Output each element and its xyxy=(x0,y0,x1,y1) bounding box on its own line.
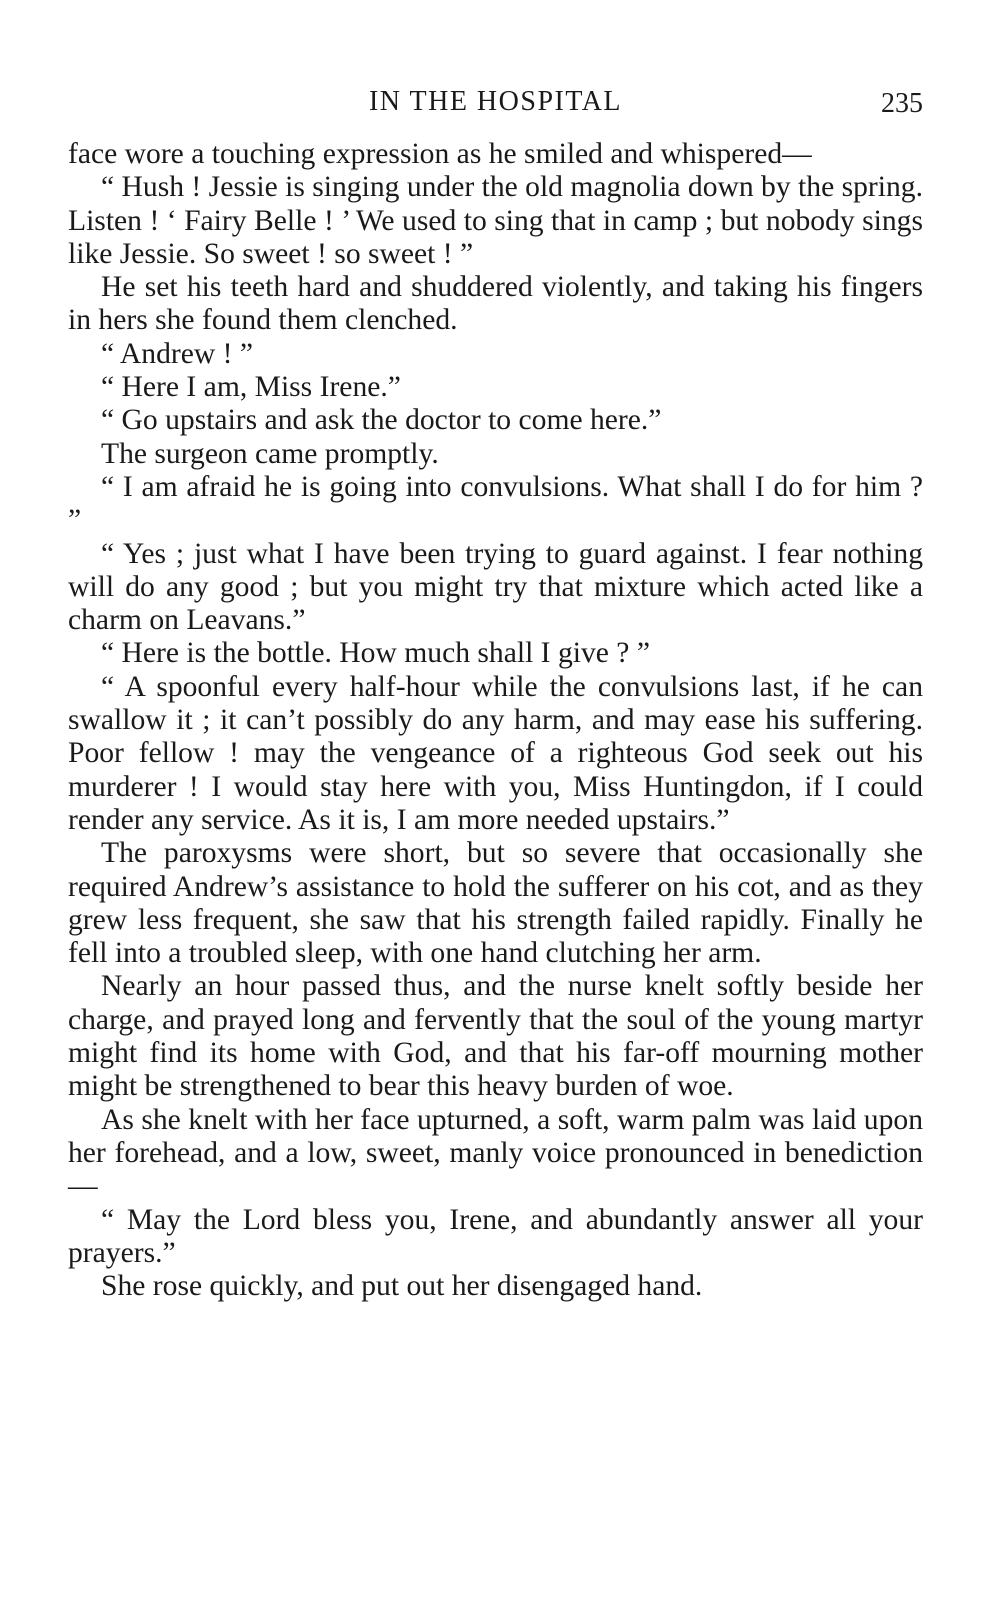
paragraph: “ Here is the bottle. How much shall I give ? ” xyxy=(101,637,650,670)
paragraph: face wore a touching expression as he smiled and whispered— xyxy=(68,138,812,170)
paragraph: “ May the Lord bless you, Irene, and abundantly answer all your prayers.” xyxy=(68,1203,923,1269)
paragraph: “ Yes ; just what I have been trying to guard against. I fear nothing will do any good ; but you might try that mixture which acted like a charm on Leavans.” xyxy=(68,537,923,637)
paragraph: She rose quickly, and put out her disengaged hand. xyxy=(101,1270,703,1303)
paragraph: “ Hush ! Jessie is singing under the old magnolia down by the spring. Listen ! ‘ Fairy Belle ! ’ We used to sing that in camp ; but nobody sings like Jessie. So sweet ! so sweet ! ” xyxy=(68,171,923,270)
paragraph: “ Here I am, Miss Irene.” xyxy=(101,371,401,404)
paragraph: He set his teeth hard and shuddered violently, and taking his fingers in hers she found them clenched. xyxy=(68,271,923,337)
page-number: 235 xyxy=(881,88,923,119)
body-text xyxy=(68,138,923,1303)
page-header xyxy=(68,86,923,130)
paragraph: The surgeon came promptly. xyxy=(101,437,439,470)
paragraph: As she knelt with her face upturned, a soft, warm palm was laid upon her forehead, and a low, sweet, manly voice pronounced in benediction— xyxy=(68,1103,923,1203)
running-title: IN THE HOSPITAL xyxy=(368,86,623,117)
paragraph: The paroxysms were short, but so severe that occasionally she required Andrew’s assistance to hold the sufferer on his cot, and as they grew less frequent, she saw that his strength failed rapidly. Finally he fell into a troubled sleep, with one hand clutching her arm. xyxy=(68,837,923,970)
paragraph: Nearly an hour passed thus, and the nurse knelt softly beside her charge, and prayed long and fervently that the soul of the young martyr might find its home with God, and that his far-off mourning mother might be strengthened to bear this heavy burden of woe. xyxy=(68,970,923,1103)
paragraph: “ I am afraid he is going into convulsions. What shall I do for him ? ” xyxy=(68,470,923,537)
paragraph: “ Go upstairs and ask the doctor to come here.” xyxy=(101,404,662,437)
paragraph: “ Andrew ! ” xyxy=(101,337,254,370)
paragraph: “ A spoonful every half-hour while the convulsions last, if he can swallow it ; it can’t possibly do any harm, and may ease his suffering. Poor fellow ! may the vengeance of a righteous God seek out his murderer ! I would stay here with you, Miss Huntingdon, if I could render any service. As it is, I am more needed upstairs.” xyxy=(68,670,923,836)
